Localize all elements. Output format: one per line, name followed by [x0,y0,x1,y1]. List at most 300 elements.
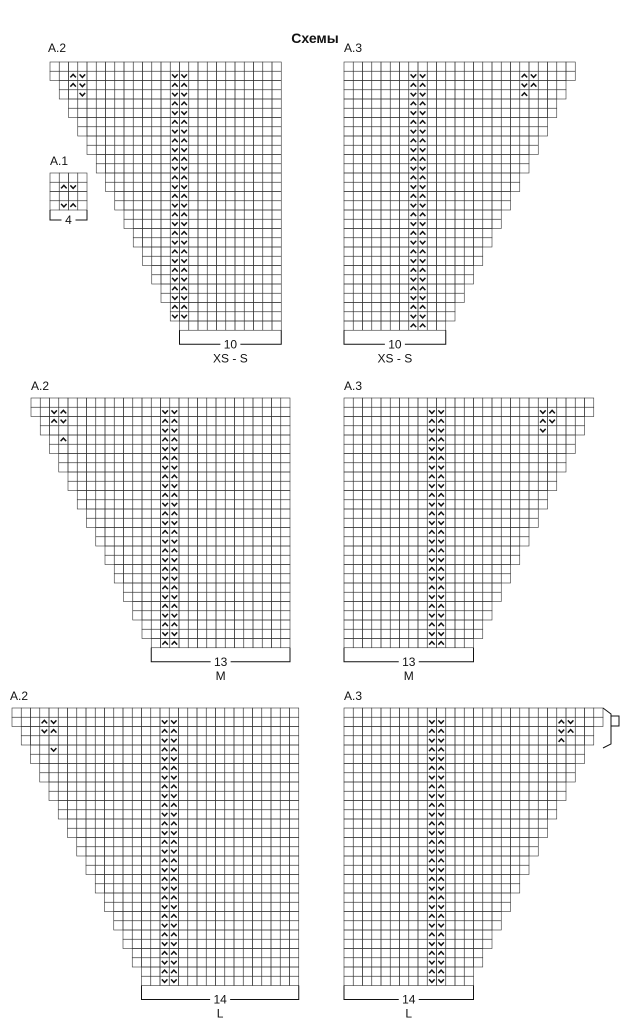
grid-cell [353,773,362,782]
grid-cell [49,764,58,773]
grid-cell [49,745,58,754]
grid-cell [464,902,473,911]
grid-cell [124,62,133,71]
grid-cell [363,574,372,583]
grid-cell [207,90,216,99]
grid-cell [446,182,455,191]
grid-cell [160,801,169,810]
grid-cell [133,99,142,108]
grid-cell [262,745,271,754]
decrease-symbol [171,776,177,779]
grid-cell [290,773,299,782]
grid-cell [464,518,473,527]
grid-cell [290,902,299,911]
grid-cell [390,602,399,611]
grid-cell [78,192,87,201]
grid-cell [244,136,253,145]
grid-cell [400,555,409,564]
grid-cell [262,708,271,717]
grid-cell [272,321,281,330]
decrease-symbol [172,74,178,77]
grid-cell [235,546,244,555]
grid-cell [474,856,483,865]
grid-cell [188,546,197,555]
decrease-symbol [181,296,187,299]
grid-cell [437,62,446,71]
grid-cell [427,481,436,490]
grid-cell [235,435,244,444]
decrease-symbol [429,614,435,617]
grid-cell [198,639,207,648]
grid-cell [464,639,473,648]
grid-cell [381,518,390,527]
grid-cell [446,847,455,856]
grid-cell [142,435,151,444]
grid-cell [427,629,436,638]
grid-cell [78,99,87,108]
grid-cell [427,893,436,902]
grid-cell [217,229,226,238]
grid-cell [189,266,198,275]
grid-cell [483,875,492,884]
grid-cell [400,838,409,847]
grid-cell [427,219,436,228]
grid-cell [437,312,446,321]
grid-cell [344,592,353,601]
grid-cell [86,754,95,763]
grid-cell [280,736,289,745]
grid-cell [363,555,372,564]
grid-cell [446,435,455,444]
grid-cell [280,754,289,763]
grid-cell [427,247,436,256]
grid-cell [179,976,188,985]
increase-symbol [172,102,178,105]
grid-cell [464,266,473,275]
grid-cell [115,164,124,173]
grid-cell [216,565,225,574]
grid-cell [271,912,280,921]
grid-cell [142,801,151,810]
grid-cell [235,284,244,293]
grid-cell [464,481,473,490]
grid-cell [353,537,362,546]
grid-cell [529,727,538,736]
grid-cell [427,865,436,874]
grid-cell [253,592,262,601]
grid-cell [188,426,197,435]
grid-cell [427,847,436,856]
decrease-symbol [181,148,187,151]
grid-cell [189,219,198,228]
grid-cell [363,426,372,435]
increase-symbol [420,139,426,142]
grid-cell [123,828,132,837]
increase-symbol [438,822,444,825]
grid-cell [437,435,446,444]
grid-cell [501,546,510,555]
decrease-symbol [172,130,178,133]
grid-cell [87,435,96,444]
grid-cell [226,99,235,108]
grid-cell [437,275,446,284]
decrease-symbol [61,420,67,423]
grid-cell [281,509,290,518]
grid-cell [206,810,215,819]
grid-cell [474,247,483,256]
grid-cell [390,856,399,865]
increase-symbol [411,324,417,327]
grid-cell [381,491,390,500]
grid-cell [207,303,216,312]
grid-cell [437,565,446,574]
grid-cell [216,782,225,791]
grid-cell [363,238,372,247]
grid-cell [446,155,455,164]
grid-cell [455,275,464,284]
grid-cell [207,219,216,228]
grid-cell [142,602,151,611]
grid-cell [409,930,418,939]
grid-cell [353,602,362,611]
grid-cell [390,930,399,939]
grid-cell [197,717,206,726]
grid-cell [427,801,436,810]
grid-cell [198,256,207,265]
grid-cell [400,856,409,865]
grid-cell [143,145,152,154]
grid-cell [197,884,206,893]
grid-cell [483,939,492,948]
grid-cell [372,629,381,638]
grid-cell [142,838,151,847]
grid-cell [105,838,114,847]
grid-cell [446,491,455,500]
grid-cell [381,136,390,145]
grid-cell [280,791,289,800]
grid-cell [400,537,409,546]
grid-cell [272,173,281,182]
grid-cell [49,736,58,745]
decrease-symbol [172,185,178,188]
grid-cell [548,444,557,453]
grid-cell [455,639,464,648]
grid-cell [132,865,141,874]
grid-cell [132,708,141,717]
grid-cell [501,500,510,509]
grid-cell [234,949,243,958]
grid-cell [464,164,473,173]
grid-cell [216,847,225,856]
grid-cell [254,201,263,210]
grid-cell [123,912,132,921]
grid-cell [409,620,418,629]
grid-cell [585,717,594,726]
grid-cell [272,303,281,312]
grid-cell [142,565,151,574]
grid-cell [143,173,152,182]
grid-cell [363,764,372,773]
grid-cell [77,463,86,472]
grid-cell [180,145,189,154]
grid-cell [244,500,253,509]
grid-cell [114,398,123,407]
grid-cell [271,828,280,837]
grid-cell [114,921,123,930]
grid-cell [344,229,353,238]
grid-cell [216,736,225,745]
grid-cell [263,321,272,330]
grid-cell [353,912,362,921]
grid-cell [188,592,197,601]
grid-cell [381,884,390,893]
grid-cell [170,90,179,99]
grid-cell [143,99,152,108]
grid-cell [179,949,188,958]
grid-cell [492,509,501,518]
decrease-symbol [568,720,574,723]
stitch-count: 10 [388,337,402,352]
grid-cell [501,398,510,407]
grid-cell [59,81,68,90]
grid-cell [474,219,483,228]
grid-cell [548,764,557,773]
grid-cell [409,118,418,127]
grid-cell [520,828,529,837]
grid-cell [446,791,455,800]
grid-cell [529,791,538,800]
increase-symbol [162,730,168,733]
grid-cell [427,145,436,154]
grid-cell [363,219,372,228]
grid-cell [446,828,455,837]
grid-cell [474,939,483,948]
grid-cell [123,847,132,856]
grid-cell [263,312,272,321]
decrease-symbol [162,503,168,506]
increase-symbol [162,623,168,626]
grid-cell [49,717,58,726]
grid-cell [390,454,399,463]
grid-cell [123,930,132,939]
decrease-symbol [80,74,86,77]
grid-cell [464,838,473,847]
grid-cell [372,312,381,321]
grid-cell [189,201,198,210]
decrease-symbol [429,942,435,945]
grid-cell [160,912,169,921]
grid-cell [280,764,289,773]
grid-cell [353,810,362,819]
grid-cell [409,407,418,416]
grid-cell [418,426,427,435]
grid-cell [59,407,68,416]
grid-cell [464,602,473,611]
grid-cell [372,145,381,154]
grid-cell [455,127,464,136]
grid-cell [114,463,123,472]
grid-cell [216,500,225,509]
grid-cell [151,463,160,472]
grid-cell [511,463,520,472]
grid-cell [409,745,418,754]
grid-cell [372,127,381,136]
grid-cell [179,472,188,481]
grid-cell [21,727,30,736]
decrease-symbol [420,167,426,170]
grid-cell [226,136,235,145]
grid-cell [344,717,353,726]
grid-cell [263,266,272,275]
grid-cell [437,108,446,117]
grid-cell [68,736,77,745]
grid-cell [170,574,179,583]
grid-cell [188,745,197,754]
grid-cell [143,247,152,256]
grid-cell [511,555,520,564]
grid-cell [353,500,362,509]
grid-cell [272,565,281,574]
grid-cell [151,592,160,601]
grid-cell [427,921,436,930]
grid-cell [557,407,566,416]
grid-cell [132,810,141,819]
grid-cell [198,509,207,518]
grid-cell [225,764,234,773]
grid-cell [372,509,381,518]
grid-cell [363,717,372,726]
grid-cell [142,537,151,546]
grid-cell [437,620,446,629]
grid-cell [243,838,252,847]
grid-cell [95,819,104,828]
grid-cell [446,602,455,611]
grid-cell [464,118,473,127]
grid-cell [244,491,253,500]
grid-cell [455,967,464,976]
grid-cell [409,219,418,228]
grid-cell [390,127,399,136]
grid-cell [381,921,390,930]
grid-cell [409,398,418,407]
grid-cell [390,528,399,537]
grid-cell [151,754,160,763]
grid-cell [106,81,115,90]
grid-cell [455,754,464,763]
grid-cell [96,398,105,407]
grid-cell [124,182,133,191]
grid-cell [225,602,234,611]
grid-cell [492,518,501,527]
increase-symbol [559,720,565,723]
grid-cell [363,620,372,629]
grid-cell [529,71,538,80]
grid-cell [400,500,409,509]
grid-cell [511,745,520,754]
grid-cell [353,791,362,800]
grid-cell [455,921,464,930]
grid-cell [390,754,399,763]
grid-cell [151,745,160,754]
grid-cell [272,574,281,583]
grid-cell [226,229,235,238]
grid-cell [234,782,243,791]
grid-cell [207,99,216,108]
grid-cell [409,717,418,726]
grid-cell [106,99,115,108]
grid-cell [400,902,409,911]
grid-cell [483,537,492,546]
decrease-symbol [438,887,444,890]
grid-cell [372,155,381,164]
grid-cell [151,884,160,893]
grid-cell [235,164,244,173]
grid-cell [68,810,77,819]
grid-cell [179,736,188,745]
increase-symbol [181,121,187,124]
grid-cell [363,247,372,256]
grid-cell [217,99,226,108]
grid-cell [363,958,372,967]
grid-cell [290,875,299,884]
grid-cell [390,819,399,828]
grid-cell [254,192,263,201]
grid-cell [161,546,170,555]
grid-cell [151,481,160,490]
grid-cell [501,192,510,201]
grid-cell [216,801,225,810]
grid-cell [198,173,207,182]
grid-cell [290,791,299,800]
grid-cell [501,407,510,416]
grid-cell [161,201,170,210]
grid-cell [244,164,253,173]
increase-symbol [162,531,168,534]
grid-cell [96,62,105,71]
grid-cell [437,481,446,490]
decrease-symbol [438,521,444,524]
decrease-symbol [172,148,178,151]
grid-cell [474,71,483,80]
grid-cell [105,481,114,490]
grid-cell [160,810,169,819]
grid-cell [170,293,179,302]
grid-cell [446,708,455,717]
grid-cell [474,736,483,745]
grid-cell [151,791,160,800]
grid-cell [143,62,152,71]
grid-cell [290,754,299,763]
grid-cell [198,71,207,80]
grid-cell [437,574,446,583]
grid-cell [198,155,207,164]
grid-cell [216,602,225,611]
grid-cell [262,528,271,537]
grid-cell [474,764,483,773]
grid-cell [253,463,262,472]
grid-cell [253,930,262,939]
grid-cell [96,407,105,416]
increase-symbol [162,878,168,881]
grid-cell [49,782,58,791]
grid-cell [59,435,68,444]
grid-cell [160,727,169,736]
grid-cell [464,509,473,518]
decrease-symbol [172,484,178,487]
grid-cell [492,592,501,601]
decrease-symbol [51,720,57,723]
grid-cell [353,81,362,90]
